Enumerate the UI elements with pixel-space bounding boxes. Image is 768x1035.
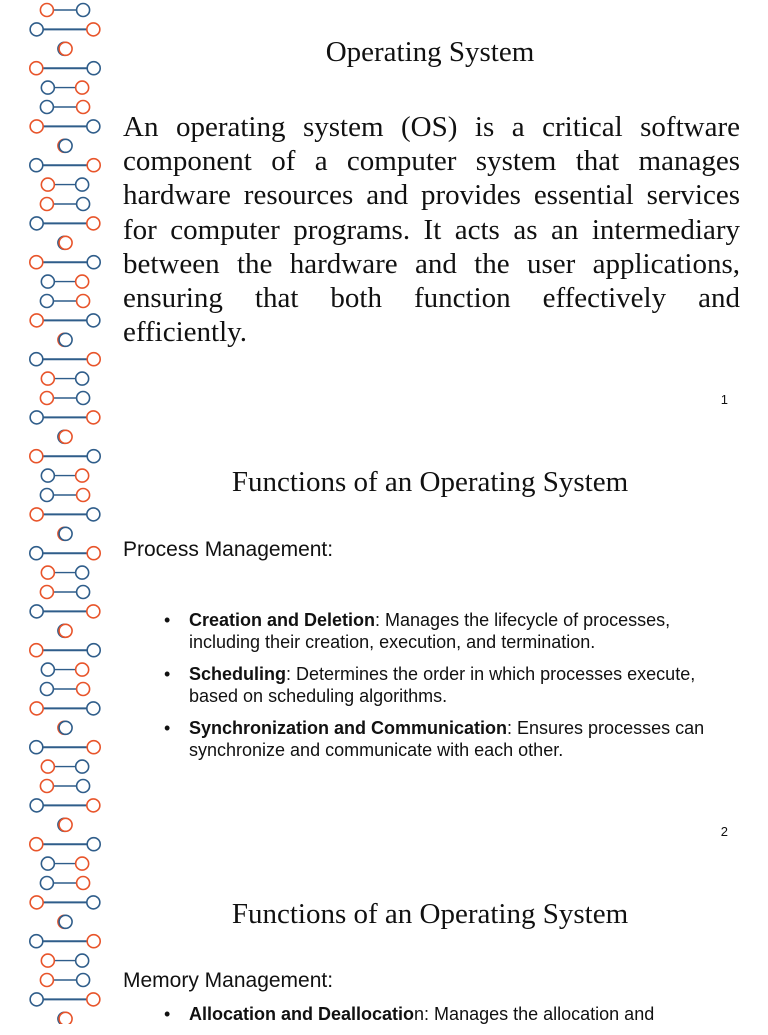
helix-node: [76, 954, 89, 967]
helix-node: [59, 333, 72, 346]
helix-node: [87, 702, 100, 715]
bullet-term: Synchronization and Communication: [189, 718, 508, 738]
helix-node: [30, 23, 43, 36]
helix-node: [87, 644, 100, 657]
helix-node: [76, 372, 89, 385]
helix-node: [30, 605, 43, 618]
helix-node: [30, 993, 43, 1006]
helix-node: [41, 857, 54, 870]
slide-2-bullet-list: [164, 609, 740, 771]
helix-node: [30, 217, 43, 230]
bullet-icon: •: [164, 718, 171, 738]
helix-node: [59, 624, 72, 637]
bullet-term: Allocation and Deallocatio: [189, 1004, 415, 1024]
helix-node: [40, 392, 53, 405]
helix-node: [30, 353, 43, 366]
helix-node: [77, 4, 90, 17]
helix-node: [59, 527, 72, 540]
bullet-icon: •: [164, 610, 171, 630]
helix-node: [40, 4, 53, 17]
helix-node: [87, 256, 100, 269]
helix-node: [40, 295, 53, 308]
helix-node: [59, 721, 72, 734]
helix-node: [59, 915, 72, 928]
helix-node: [40, 101, 53, 114]
list-item: [164, 1003, 740, 1025]
bullet-icon: •: [164, 664, 171, 684]
helix-node: [41, 469, 54, 482]
helix-node: [59, 818, 72, 831]
helix-node: [30, 256, 43, 269]
helix-node: [76, 178, 89, 191]
helix-node: [87, 799, 100, 812]
helix-node: [41, 663, 54, 676]
helix-node: [87, 23, 100, 36]
slide-2-title: Functions of an Operating System: [231, 466, 629, 498]
helix-node: [87, 450, 100, 463]
slide-1-title: Operating System: [325, 36, 535, 68]
helix-node: [59, 430, 72, 443]
helix-node: [77, 780, 90, 793]
helix-node: [76, 81, 89, 94]
bullet-text: n: Manages the allocation and: [414, 1004, 655, 1024]
slide-3-subheading: Memory Management:: [123, 969, 334, 992]
helix-node: [87, 217, 100, 230]
helix-node: [30, 741, 43, 754]
slide-3-title: Functions of an Operating System: [231, 898, 629, 930]
slide-3-bullet-list: [164, 1003, 740, 1035]
bullet-text: : Determines the order in which processes execute, based on scheduling algorithms.: [189, 664, 696, 706]
bullet-term: Creation and Deletion: [189, 610, 376, 630]
helix-node: [87, 411, 100, 424]
helix-node: [30, 314, 43, 327]
dna-helix-decoration: [0, 0, 120, 1024]
helix-node: [41, 178, 54, 191]
helix-node: [76, 469, 89, 482]
helix-node: [77, 295, 90, 308]
slide-1-page-number: 1: [720, 392, 728, 407]
helix-node: [40, 683, 53, 696]
helix-node: [41, 275, 54, 288]
slide-2-subheading: Process Management:: [123, 538, 334, 561]
helix-node: [30, 159, 43, 172]
list-item: [164, 717, 740, 761]
helix-node: [30, 547, 43, 560]
helix-node: [87, 838, 100, 851]
helix-node: [41, 760, 54, 773]
helix-node: [41, 81, 54, 94]
helix-node: [77, 877, 90, 890]
helix-node: [41, 566, 54, 579]
helix-node: [87, 741, 100, 754]
helix-node: [77, 489, 90, 502]
helix-node: [30, 838, 43, 851]
helix-node: [77, 198, 90, 211]
helix-node: [40, 780, 53, 793]
list-item: [164, 609, 740, 653]
helix-node: [87, 159, 100, 172]
helix-node: [59, 42, 72, 55]
helix-node: [87, 508, 100, 521]
helix-node: [59, 139, 72, 152]
helix-node: [40, 586, 53, 599]
helix-node: [59, 1012, 72, 1024]
helix-node: [77, 101, 90, 114]
helix-node: [30, 450, 43, 463]
bullet-term: Scheduling: [189, 664, 287, 684]
list-item: [164, 663, 740, 707]
helix-node: [87, 605, 100, 618]
helix-node: [30, 644, 43, 657]
bullet-icon: •: [164, 1004, 171, 1024]
helix-node: [30, 120, 43, 133]
helix-node: [30, 62, 43, 75]
helix-node: [40, 974, 53, 987]
helix-node: [30, 935, 43, 948]
helix-node: [30, 896, 43, 909]
helix-node: [87, 314, 100, 327]
slide-1-paragraph: An operating system (OS) is a critical software component of a computer system that manages hardware resources and provides essential services for computer programs. It acts as an intermediary between the hardware and the user applications, ensuring that both function effectively and efficiently.: [123, 111, 740, 349]
bullet-text: : Ensures processes can synchronize and communicate with each other.: [189, 718, 705, 760]
helix-node: [87, 62, 100, 75]
helix-node: [30, 508, 43, 521]
helix-node: [87, 120, 100, 133]
helix-node: [77, 586, 90, 599]
helix-node: [87, 353, 100, 366]
helix-node: [40, 877, 53, 890]
helix-node: [41, 372, 54, 385]
bullet-text: : Manages the lifecycle of processes, including their creation, execution, and termination.: [189, 610, 671, 652]
helix-node: [76, 566, 89, 579]
helix-node: [87, 547, 100, 560]
helix-node: [87, 935, 100, 948]
helix-node: [87, 993, 100, 1006]
helix-node: [77, 392, 90, 405]
helix-node: [41, 954, 54, 967]
helix-node: [76, 275, 89, 288]
helix-node: [40, 489, 53, 502]
helix-node: [76, 663, 89, 676]
helix-node: [30, 799, 43, 812]
helix-node: [30, 411, 43, 424]
helix-node: [59, 236, 72, 249]
helix-node: [77, 974, 90, 987]
helix-node: [30, 702, 43, 715]
helix-node: [87, 896, 100, 909]
helix-node: [76, 760, 89, 773]
slide-2-page-number: 2: [720, 824, 728, 839]
helix-node: [40, 198, 53, 211]
helix-node: [77, 683, 90, 696]
helix-node: [76, 857, 89, 870]
